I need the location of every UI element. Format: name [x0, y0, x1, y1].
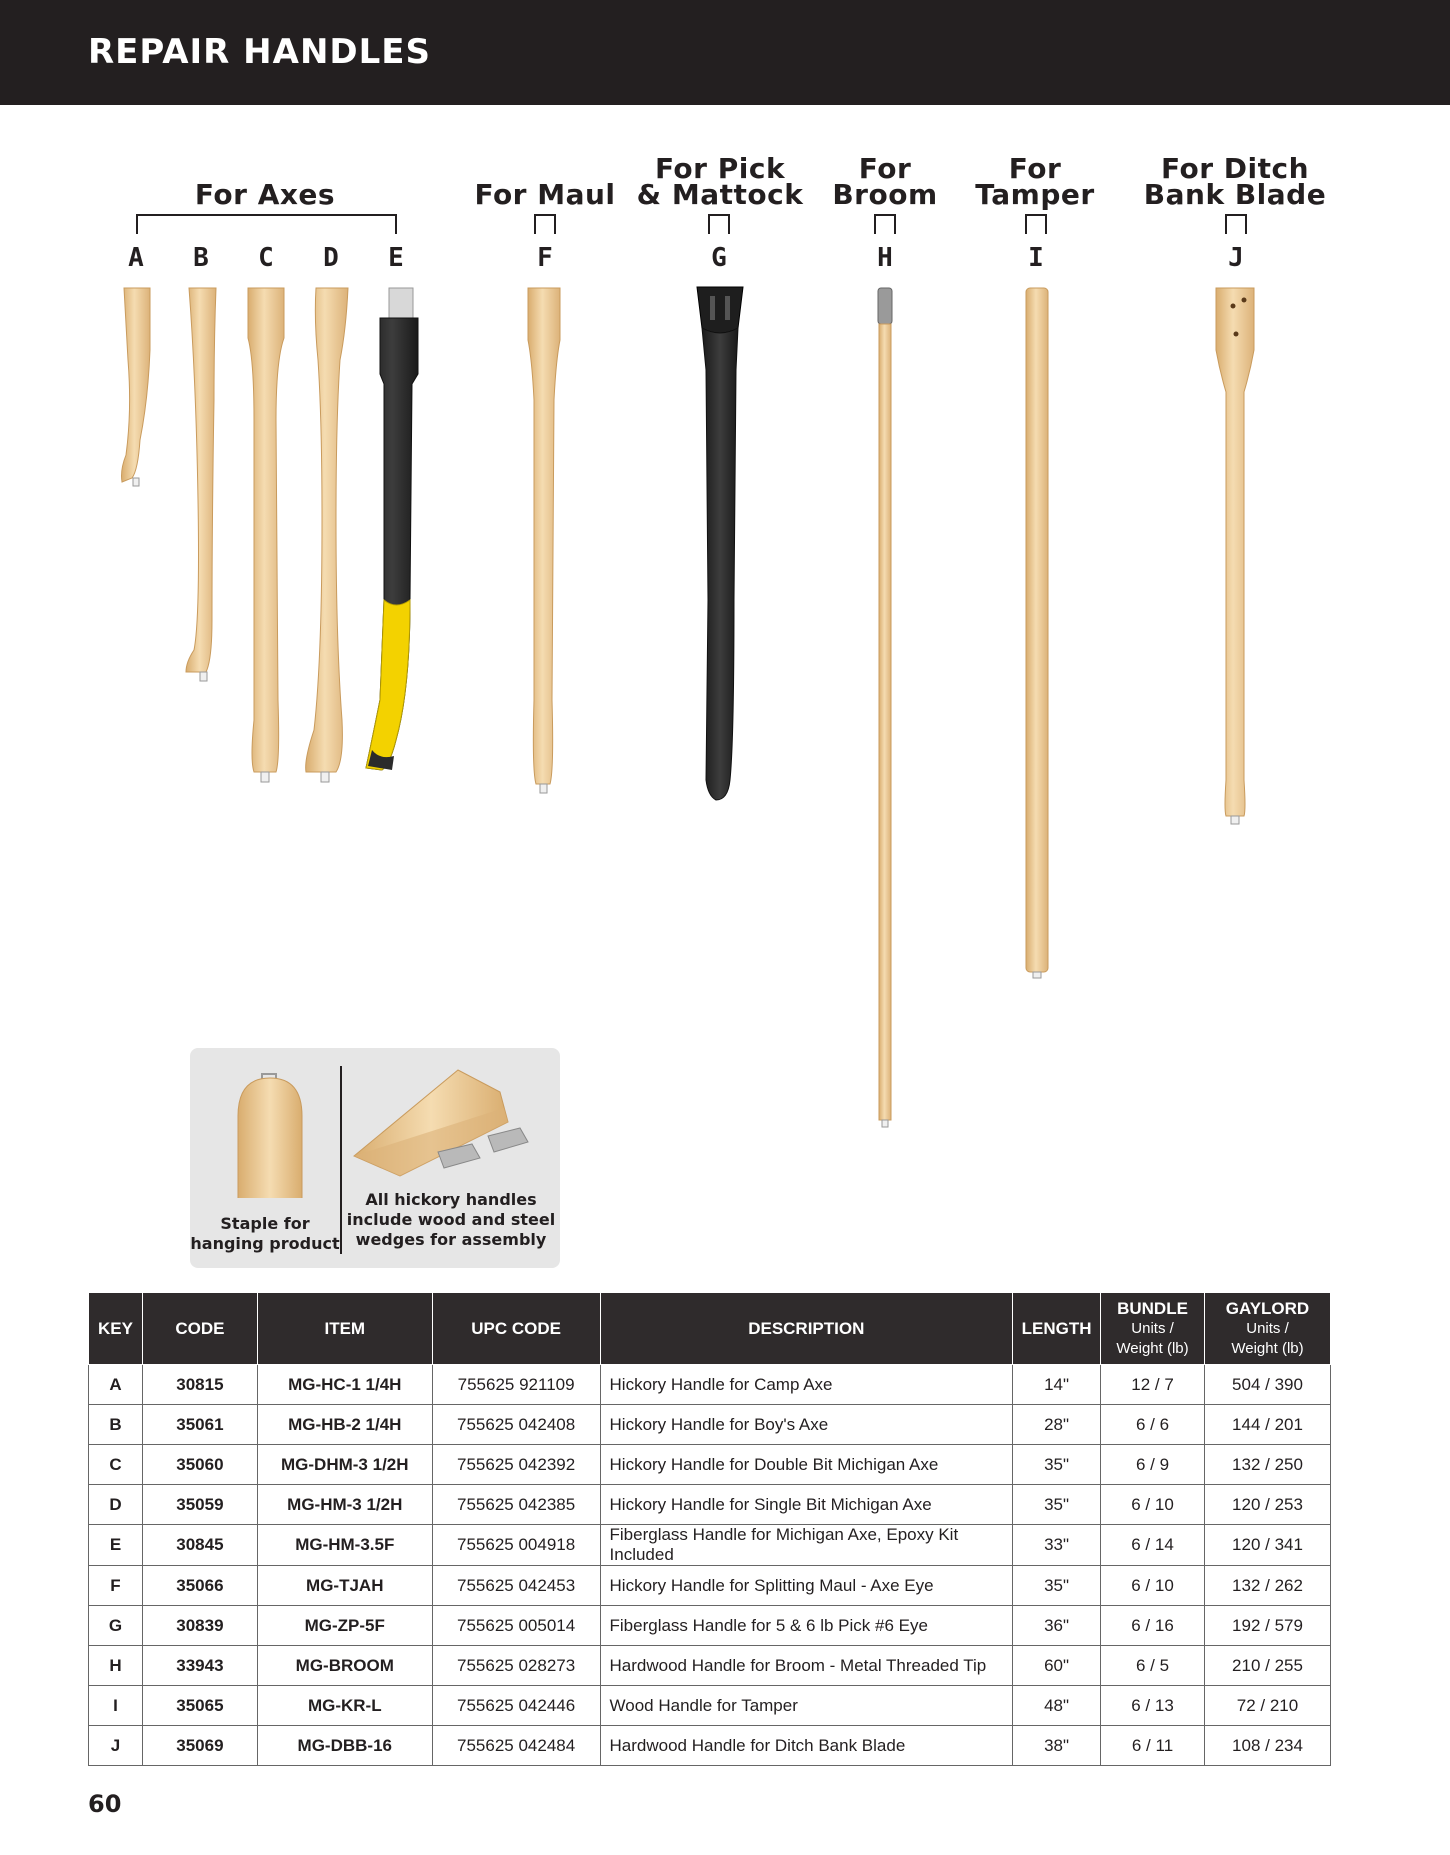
header-upc: UPC CODE [432, 1293, 600, 1365]
group-label-pick-line2: & Mattock [636, 178, 804, 211]
group-label-ditch-bank [1140, 152, 1330, 211]
cell-code: 35060 [142, 1445, 257, 1485]
handle-h [879, 324, 891, 1120]
cell-length: 60" [1013, 1646, 1101, 1686]
wedge-caption [342, 1190, 560, 1250]
cell-upc: 755625 028273 [432, 1646, 600, 1686]
cell-bundle: 12 / 7 [1101, 1365, 1205, 1405]
cell-bundle: 6 / 9 [1101, 1445, 1205, 1485]
cell-key: G [89, 1606, 143, 1646]
key-letter-g: G [711, 243, 727, 273]
broom-bracket [874, 214, 896, 234]
handles-illustration [0, 270, 1450, 1150]
cell-bundle: 6 / 11 [1101, 1726, 1205, 1766]
table-row [89, 1686, 1331, 1726]
cell-upc: 755625 042446 [432, 1686, 600, 1726]
header-bundle-sub2: Weight (lb) [1116, 1339, 1189, 1357]
cell-upc: 755625 042453 [432, 1566, 600, 1606]
header-description: DESCRIPTION [600, 1293, 1013, 1365]
group-label-maul-text: For Maul [474, 178, 616, 211]
handle-j [1216, 288, 1254, 816]
cell-upc: 755625 042484 [432, 1726, 600, 1766]
header-key: KEY [89, 1293, 143, 1365]
cell-description: Hickory Handle for Single Bit Michigan Axe [600, 1485, 1013, 1525]
handle-b-tip [200, 672, 207, 681]
cell-length: 36" [1013, 1606, 1101, 1646]
handle-c [248, 288, 284, 772]
header-bar [0, 0, 1450, 105]
wedge-info-box [190, 1048, 560, 1268]
cell-code: 30839 [142, 1606, 257, 1646]
cell-key: J [89, 1726, 143, 1766]
wedge-caption-line1: All hickory handles [365, 1190, 537, 1209]
key-letter-j: J [1228, 243, 1244, 273]
handle-j-hole2 [1242, 298, 1247, 303]
cell-description: Hickory Handle for Camp Axe [600, 1365, 1013, 1405]
staple-illustration [238, 1074, 302, 1198]
cell-item: MG-HC-1 1/4H [257, 1365, 432, 1405]
cell-key: B [89, 1405, 143, 1445]
header-gaylord-sub2: Weight (lb) [1231, 1339, 1304, 1357]
cell-gaylord: 144 / 201 [1205, 1405, 1331, 1445]
cell-bundle: 6 / 14 [1101, 1525, 1205, 1566]
cell-code: 30815 [142, 1365, 257, 1405]
cell-item: MG-KR-L [257, 1686, 432, 1726]
cell-key: E [89, 1525, 143, 1566]
table-row [89, 1606, 1331, 1646]
table-row [89, 1566, 1331, 1606]
key-letter-f: F [537, 243, 553, 273]
table-row [89, 1646, 1331, 1686]
pick-bracket [708, 214, 730, 234]
key-letter-e: E [388, 243, 404, 273]
header-gaylord-sub1: Units / [1246, 1319, 1289, 1337]
group-label-axes-text: For Axes [194, 178, 336, 211]
cell-item: MG-HM-3.5F [257, 1525, 432, 1566]
axes-bracket [136, 214, 397, 234]
wedge-caption-line2: include wood and steel [346, 1210, 556, 1229]
cell-description: Hardwood Handle for Broom - Metal Threaded Tip [600, 1646, 1013, 1686]
group-label-tamper-line1: For [1008, 152, 1062, 185]
cell-item: MG-HB-2 1/4H [257, 1405, 432, 1445]
key-letter-c: C [258, 243, 274, 273]
handle-h-end [882, 1120, 888, 1127]
cell-gaylord: 192 / 579 [1205, 1606, 1331, 1646]
handle-f [528, 288, 560, 784]
cell-code: 35066 [142, 1566, 257, 1606]
cell-description: Hickory Handle for Boy's Axe [600, 1405, 1013, 1445]
handle-d [306, 288, 348, 772]
cell-gaylord: 504 / 390 [1205, 1365, 1331, 1405]
cell-upc: 755625 042392 [432, 1445, 600, 1485]
group-label-pick-line1: For Pick [654, 152, 786, 185]
group-label-broom-line2: Broom [832, 178, 938, 211]
cell-bundle: 6 / 16 [1101, 1606, 1205, 1646]
group-label-pick-mattock [630, 152, 810, 211]
group-label-broom [820, 152, 950, 211]
key-letter-d: D [323, 243, 339, 273]
cell-bundle: 6 / 10 [1101, 1485, 1205, 1525]
handle-j-hole1 [1231, 304, 1236, 309]
header-bundle-title: BUNDLE [1117, 1298, 1188, 1318]
tamper-bracket [1025, 214, 1047, 234]
handle-i-end [1033, 972, 1041, 978]
cell-key: I [89, 1686, 143, 1726]
cell-item: MG-BROOM [257, 1646, 432, 1686]
cell-key: C [89, 1445, 143, 1485]
cell-bundle: 6 / 5 [1101, 1646, 1205, 1686]
cell-length: 35" [1013, 1566, 1101, 1606]
cell-key: D [89, 1485, 143, 1525]
table-row [89, 1365, 1331, 1405]
wedge-illustration [354, 1070, 528, 1176]
cell-description: Hickory Handle for Double Bit Michigan Axe [600, 1445, 1013, 1485]
group-label-tamper [970, 152, 1100, 211]
page-number: 60 [88, 1790, 122, 1818]
cell-description: Wood Handle for Tamper [600, 1686, 1013, 1726]
handle-a-tip [133, 478, 139, 486]
cell-bundle: 6 / 10 [1101, 1566, 1205, 1606]
cell-description: Fiberglass Handle for 5 & 6 lb Pick #6 Eye [600, 1606, 1013, 1646]
cell-code: 35061 [142, 1405, 257, 1445]
header-bundle [1101, 1293, 1205, 1365]
ditch-bracket [1225, 214, 1247, 234]
cell-bundle: 6 / 6 [1101, 1405, 1205, 1445]
handle-g-slot2 [725, 296, 730, 320]
cell-length: 28" [1013, 1405, 1101, 1445]
group-label-broom-line1: For [858, 152, 912, 185]
cell-upc: 755625 004918 [432, 1525, 600, 1566]
handle-i [1026, 288, 1048, 972]
cell-item: MG-ZP-5F [257, 1606, 432, 1646]
cell-length: 35" [1013, 1485, 1101, 1525]
handle-b [186, 288, 216, 672]
key-letter-b: B [193, 243, 209, 273]
cell-upc: 755625 042385 [432, 1485, 600, 1525]
cell-item: MG-DBB-16 [257, 1726, 432, 1766]
cell-gaylord: 210 / 255 [1205, 1646, 1331, 1686]
table-row [89, 1445, 1331, 1485]
cell-upc: 755625 042408 [432, 1405, 600, 1445]
table-row [89, 1405, 1331, 1445]
cell-code: 35059 [142, 1485, 257, 1525]
group-label-ditch-line1: For Ditch [1160, 152, 1310, 185]
key-letter-a: A [128, 243, 144, 273]
header-gaylord-title: GAYLORD [1225, 1298, 1310, 1318]
header-item: ITEM [257, 1293, 432, 1365]
handle-d-tip [321, 772, 329, 782]
handle-a [122, 288, 151, 482]
cell-description: Hickory Handle for Splitting Maul - Axe Eye [600, 1566, 1013, 1606]
handle-h-tip [878, 288, 892, 324]
header-length: LENGTH [1013, 1293, 1101, 1365]
cell-key: A [89, 1365, 143, 1405]
header-bundle-sub1: Units / [1131, 1319, 1174, 1337]
cell-length: 33" [1013, 1525, 1101, 1566]
handle-g [702, 328, 738, 800]
handle-e-tag [389, 288, 413, 318]
staple-caption-line1: Staple for [220, 1214, 310, 1233]
cell-gaylord: 120 / 253 [1205, 1485, 1331, 1525]
wedge-illustrations [190, 1048, 560, 1198]
cell-code: 30845 [142, 1525, 257, 1566]
cell-key: F [89, 1566, 143, 1606]
wedge-caption-line3: wedges for assembly [355, 1230, 547, 1249]
cell-gaylord: 132 / 262 [1205, 1566, 1331, 1606]
cell-code: 33943 [142, 1646, 257, 1686]
maul-bracket [534, 214, 556, 234]
table-row [89, 1485, 1331, 1525]
cell-gaylord: 72 / 210 [1205, 1686, 1331, 1726]
cell-gaylord: 108 / 234 [1205, 1726, 1331, 1766]
group-label-maul [470, 178, 620, 211]
cell-upc: 755625 005014 [432, 1606, 600, 1646]
cell-length: 35" [1013, 1445, 1101, 1485]
cell-description: Hardwood Handle for Ditch Bank Blade [600, 1726, 1013, 1766]
key-letter-i: I [1028, 243, 1044, 273]
handle-j-tip [1231, 816, 1239, 824]
cell-length: 38" [1013, 1726, 1101, 1766]
staple-caption [190, 1214, 340, 1254]
handle-g-head [697, 287, 743, 333]
handle-f-tip [540, 784, 547, 793]
cell-description: Fiberglass Handle for Michigan Axe, Epoxy Kit Included [600, 1525, 1013, 1566]
handle-j-hole3 [1234, 332, 1239, 337]
table-row [89, 1525, 1331, 1566]
specs-table [88, 1292, 1331, 1766]
cell-gaylord: 120 / 341 [1205, 1525, 1331, 1566]
handle-c-tip [261, 772, 269, 782]
handle-g-slot1 [710, 296, 715, 320]
cell-length: 14" [1013, 1365, 1101, 1405]
group-label-tamper-line2: Tamper [975, 178, 1095, 211]
handle-e-grip [366, 600, 410, 770]
cell-item: MG-TJAH [257, 1566, 432, 1606]
table-header-row [89, 1293, 1331, 1365]
cell-length: 48" [1013, 1686, 1101, 1726]
group-label-ditch-line2: Bank Blade [1143, 178, 1327, 211]
cell-gaylord: 132 / 250 [1205, 1445, 1331, 1485]
cell-item: MG-DHM-3 1/2H [257, 1445, 432, 1485]
cell-item: MG-HM-3 1/2H [257, 1485, 432, 1525]
table-row [89, 1726, 1331, 1766]
cell-code: 35065 [142, 1686, 257, 1726]
cell-bundle: 6 / 13 [1101, 1686, 1205, 1726]
header-gaylord [1205, 1293, 1331, 1365]
key-letter-h: H [877, 243, 893, 273]
page-title: REPAIR HANDLES [88, 32, 432, 72]
staple-caption-line2: hanging product [190, 1234, 340, 1253]
cell-key: H [89, 1646, 143, 1686]
cell-code: 35069 [142, 1726, 257, 1766]
header-code: CODE [142, 1293, 257, 1365]
cell-upc: 755625 921109 [432, 1365, 600, 1405]
group-label-axes [160, 178, 370, 211]
